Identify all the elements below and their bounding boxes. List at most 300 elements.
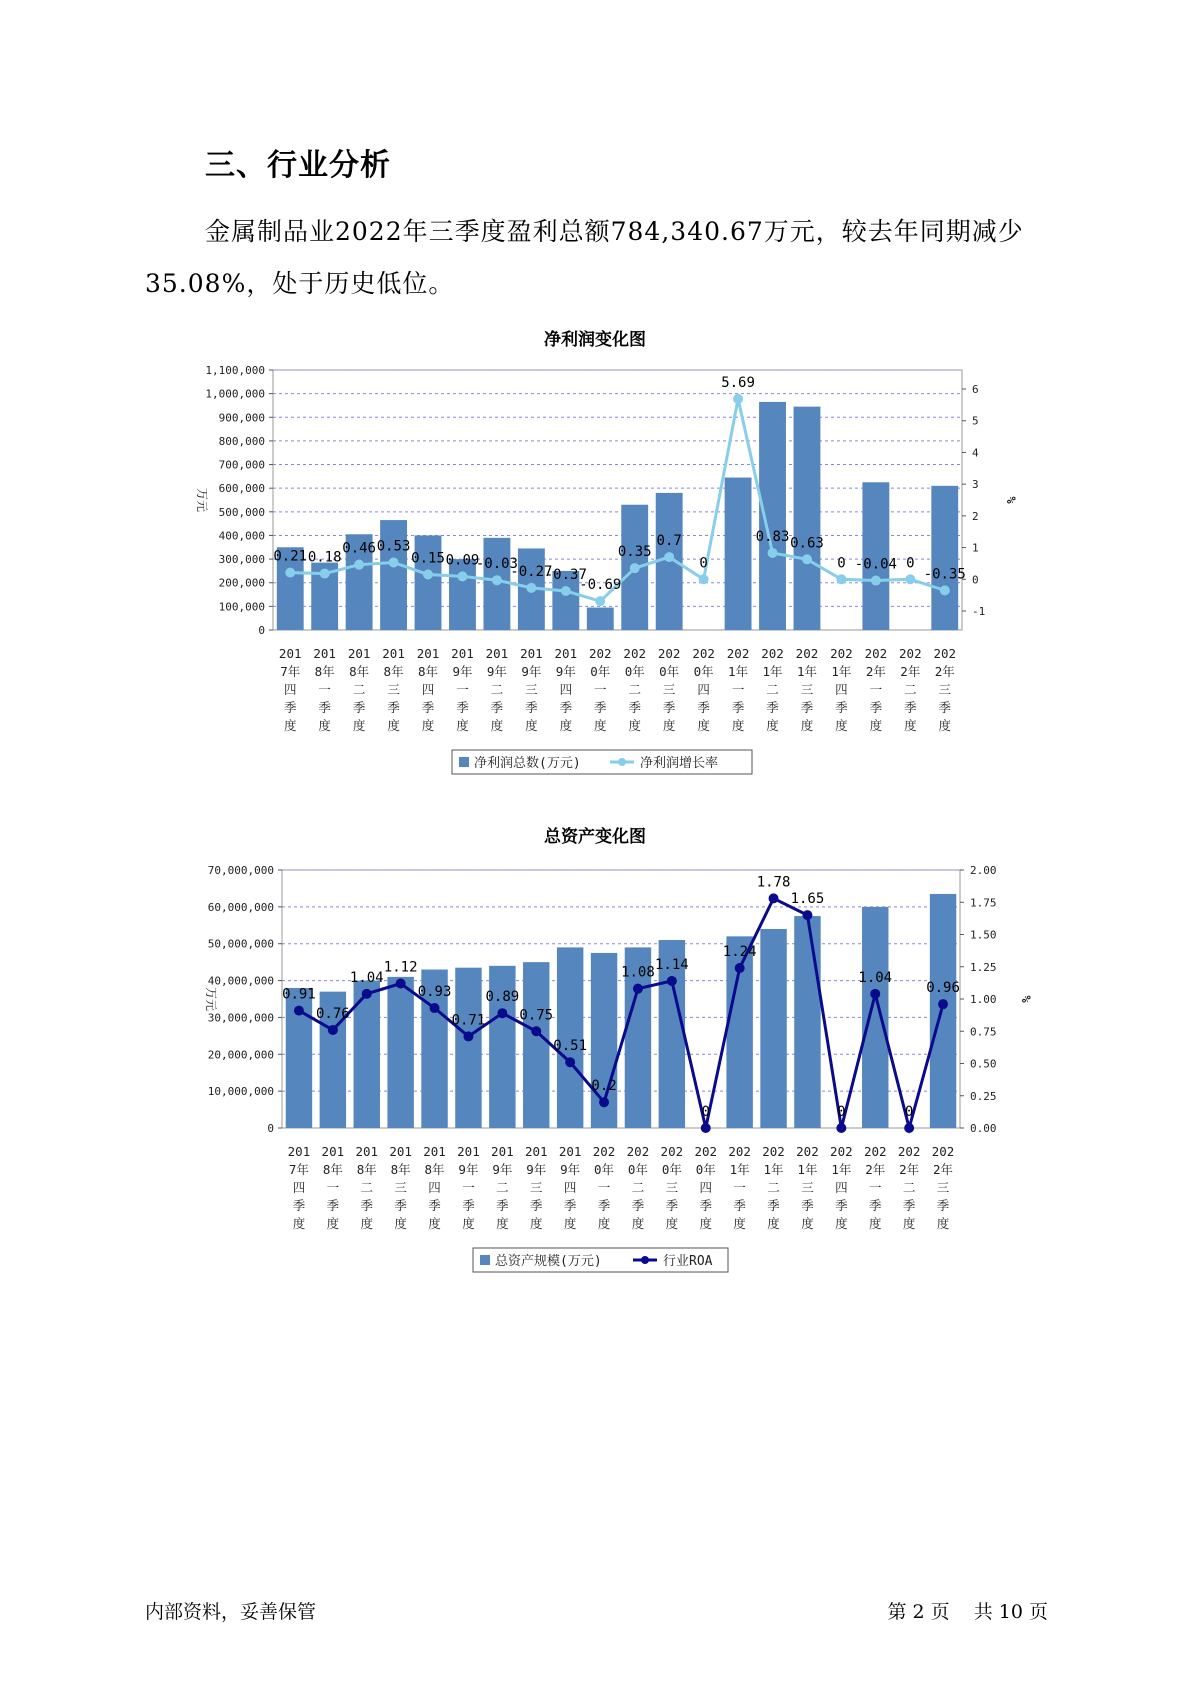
svg-text:201: 201 — [451, 646, 474, 661]
line-point — [735, 963, 745, 973]
y2-tick-label: -1 — [972, 604, 986, 618]
svg-text:一: 一 — [868, 1180, 882, 1195]
svg-text:季: 季 — [731, 700, 745, 715]
y-tick-label: 50,000,000 — [207, 937, 274, 951]
svg-text:季: 季 — [559, 700, 573, 715]
x-tick-label — [525, 1144, 548, 1231]
y-tick-label: 700,000 — [218, 458, 265, 472]
svg-text:度: 度 — [292, 1216, 306, 1231]
svg-text:季: 季 — [697, 700, 710, 715]
svg-text:202: 202 — [830, 1144, 853, 1159]
svg-text:2年: 2年 — [900, 664, 921, 679]
y2-axis-label: % — [1019, 995, 1033, 1003]
data-label: 0 — [906, 555, 915, 572]
line-point — [354, 560, 364, 570]
svg-text:202: 202 — [897, 1144, 921, 1159]
svg-text:8年: 8年 — [390, 1162, 411, 1177]
svg-text:9年: 9年 — [555, 664, 576, 679]
line-point — [768, 548, 778, 558]
legend — [473, 1248, 728, 1272]
line-point — [328, 1025, 338, 1035]
line-point — [938, 999, 948, 1009]
data-label: 0 — [701, 1104, 710, 1120]
y-tick-label: 40,000,000 — [207, 974, 274, 988]
svg-text:度: 度 — [631, 1216, 645, 1231]
svg-text:2年: 2年 — [865, 664, 886, 679]
svg-text:季: 季 — [801, 1198, 814, 1213]
svg-text:度: 度 — [360, 1216, 374, 1231]
svg-text:季: 季 — [597, 1198, 611, 1213]
svg-text:度: 度 — [563, 1216, 577, 1231]
svg-text:201: 201 — [355, 1144, 379, 1159]
y-tick-label: 30,000,000 — [207, 1011, 274, 1025]
line-point — [320, 569, 330, 579]
x-tick-label — [486, 646, 509, 733]
svg-text:202: 202 — [761, 646, 784, 661]
svg-text:9年: 9年 — [492, 1162, 513, 1177]
svg-text:8年: 8年 — [322, 1162, 343, 1177]
total-assets-chart — [0, 850, 1191, 1290]
svg-text:季: 季 — [394, 1198, 407, 1213]
y-axis-label: 万元 — [195, 487, 209, 513]
data-label: 1.78 — [756, 874, 791, 891]
data-label: 0.46 — [342, 540, 376, 557]
bar — [931, 486, 958, 630]
svg-text:1年: 1年 — [796, 664, 817, 679]
svg-text:度: 度 — [456, 718, 469, 733]
y2-tick-label: 0.50 — [970, 1057, 997, 1071]
line-point — [871, 576, 881, 586]
svg-text:一: 一 — [731, 682, 745, 697]
y2-tick-label: 0 — [972, 573, 979, 587]
line-point — [940, 585, 950, 595]
y2-tick-label: 2.00 — [970, 864, 997, 877]
bar — [794, 916, 820, 1128]
legend-label: 总资产规模(万元) — [495, 1254, 602, 1269]
x-tick-label — [865, 646, 888, 733]
x-tick-label — [279, 646, 302, 733]
svg-text:四: 四 — [699, 1180, 713, 1195]
line-point — [389, 557, 399, 567]
svg-text:度: 度 — [559, 718, 573, 733]
data-label: 0.2 — [591, 1078, 617, 1095]
svg-text:度: 度 — [326, 1216, 340, 1231]
x-tick-label — [898, 1144, 921, 1231]
x-tick-label — [658, 646, 681, 733]
svg-text:202: 202 — [864, 646, 888, 661]
svg-text:一: 一 — [318, 682, 331, 697]
y-tick-label: 600,000 — [218, 482, 265, 496]
svg-text:季: 季 — [326, 1198, 340, 1213]
legend-swatch-point — [618, 758, 626, 766]
svg-text:三: 三 — [525, 682, 538, 697]
data-label: 0.89 — [485, 989, 520, 1006]
page-current: 2 — [912, 1601, 925, 1623]
chart2-title: 总资产变化图 — [544, 827, 646, 847]
svg-text:季: 季 — [628, 700, 641, 715]
bar — [387, 977, 413, 1128]
bar — [794, 407, 821, 630]
svg-text:季: 季 — [868, 1198, 882, 1213]
svg-text:度: 度 — [318, 718, 331, 733]
svg-text:季: 季 — [352, 700, 366, 715]
svg-text:0年: 0年 — [594, 1162, 615, 1177]
svg-text:三: 三 — [394, 1180, 407, 1195]
y-tick-label: 900,000 — [218, 411, 265, 425]
svg-text:201: 201 — [524, 1144, 548, 1159]
svg-text:季: 季 — [428, 1198, 441, 1213]
y-tick-label: 500,000 — [218, 505, 265, 519]
y-tick-label: 10,000,000 — [207, 1085, 274, 1099]
svg-text:季: 季 — [421, 700, 435, 715]
y2-tick-label: 3 — [972, 478, 979, 492]
y2-tick-label: 1.50 — [970, 928, 997, 942]
svg-text:202: 202 — [623, 646, 647, 661]
svg-text:201: 201 — [416, 646, 440, 661]
data-label: 0.09 — [445, 552, 480, 569]
line-point — [362, 989, 372, 999]
svg-text:201: 201 — [457, 1144, 480, 1159]
x-tick-label — [627, 1144, 650, 1231]
x-tick-label — [661, 1144, 684, 1231]
svg-text:季: 季 — [938, 700, 952, 715]
svg-text:1年: 1年 — [763, 1162, 784, 1177]
svg-text:1年: 1年 — [728, 664, 749, 679]
svg-text:四: 四 — [421, 682, 435, 697]
data-label: 1.65 — [790, 891, 825, 908]
svg-text:四: 四 — [559, 682, 573, 697]
y-tick-label: 800,000 — [218, 434, 265, 448]
svg-text:季: 季 — [525, 700, 538, 715]
y-tick-label: 0 — [258, 624, 265, 637]
y2-tick-label: 2 — [972, 509, 979, 523]
svg-text:季: 季 — [904, 700, 917, 715]
svg-text:度: 度 — [665, 1216, 679, 1231]
svg-text:度: 度 — [490, 718, 504, 733]
svg-text:二: 二 — [496, 1180, 509, 1195]
svg-text:度: 度 — [902, 1216, 916, 1231]
svg-text:四: 四 — [835, 1180, 848, 1195]
line-point — [492, 575, 502, 585]
svg-text:四: 四 — [283, 682, 297, 697]
svg-text:201: 201 — [558, 1144, 582, 1159]
svg-text:三: 三 — [936, 1180, 950, 1195]
svg-text:8年: 8年 — [314, 664, 335, 679]
svg-text:季: 季 — [496, 1198, 509, 1213]
x-tick-label — [864, 1144, 887, 1231]
y2-tick-label: 1.75 — [970, 896, 997, 910]
svg-text:1年: 1年 — [762, 664, 783, 679]
svg-text:201: 201 — [389, 1144, 412, 1159]
svg-text:季: 季 — [902, 1198, 916, 1213]
x-tick-label — [417, 646, 440, 733]
section-paragraph: 金属制品业2022年三季度盈利总额784,340.67万元，较去年同期减少35.08%，处于历史低位。 — [145, 217, 1024, 298]
svg-text:202: 202 — [931, 1144, 955, 1159]
legend-swatch-point — [641, 1256, 649, 1264]
y2-tick-label: 0.00 — [970, 1122, 997, 1135]
svg-text:7年: 7年 — [280, 664, 301, 679]
data-label: 1.08 — [621, 964, 655, 981]
svg-text:202: 202 — [694, 1144, 718, 1159]
x-tick-label — [457, 1144, 480, 1231]
svg-text:9年: 9年 — [521, 664, 542, 679]
line-point — [396, 979, 406, 989]
svg-text:一: 一 — [456, 682, 469, 697]
svg-text:四: 四 — [428, 1180, 441, 1195]
y2-axis-label: % — [1004, 496, 1018, 504]
svg-text:202: 202 — [692, 646, 715, 661]
svg-text:度: 度 — [428, 1216, 441, 1231]
svg-text:202: 202 — [592, 1144, 616, 1159]
svg-text:201: 201 — [554, 646, 578, 661]
data-label: 0 — [904, 1104, 914, 1120]
line-point — [802, 910, 812, 920]
line-point — [836, 574, 846, 584]
svg-text:季: 季 — [800, 700, 814, 715]
data-label: 0.91 — [282, 986, 316, 1003]
svg-text:201: 201 — [287, 1144, 311, 1159]
svg-text:一: 一 — [594, 682, 607, 697]
svg-text:度: 度 — [394, 1216, 407, 1231]
svg-text:202: 202 — [762, 1144, 785, 1159]
line-point — [904, 1123, 914, 1133]
svg-text:201: 201 — [423, 1144, 446, 1159]
line-point — [733, 394, 743, 404]
svg-text:一: 一 — [462, 1180, 475, 1195]
line-point — [531, 1026, 541, 1036]
x-tick-label — [932, 1144, 955, 1231]
y-axis-label: 万元 — [204, 986, 218, 1012]
y-tick-label: 0 — [267, 1122, 274, 1135]
y2-tick-label: 0.75 — [970, 1025, 997, 1039]
bar — [930, 894, 956, 1128]
data-label: -0.27 — [510, 563, 553, 580]
svg-text:2年: 2年 — [899, 1162, 920, 1177]
data-label: -0.69 — [579, 577, 622, 594]
svg-text:季: 季 — [283, 700, 297, 715]
y2-tick-label: 1.00 — [970, 993, 997, 1006]
svg-text:季: 季 — [292, 1198, 306, 1213]
svg-text:二: 二 — [631, 1180, 645, 1195]
x-tick-label — [348, 646, 371, 733]
line-point — [667, 976, 677, 986]
svg-text:1年: 1年 — [831, 664, 852, 679]
svg-text:9年: 9年 — [526, 1162, 547, 1177]
svg-text:度: 度 — [662, 718, 676, 733]
svg-text:度: 度 — [869, 718, 883, 733]
x-tick-label — [322, 1144, 345, 1231]
svg-text:度: 度 — [766, 718, 779, 733]
x-tick-label — [623, 646, 646, 733]
svg-text:三: 三 — [665, 1180, 679, 1195]
line-point — [802, 554, 812, 564]
svg-text:季: 季 — [662, 700, 676, 715]
data-label: 0.18 — [307, 549, 342, 566]
y2-tick-label: 0.25 — [970, 1089, 997, 1103]
svg-text:二: 二 — [490, 682, 504, 697]
svg-text:季: 季 — [665, 1198, 679, 1213]
data-label: 0.93 — [417, 984, 452, 1001]
svg-text:8年: 8年 — [356, 1162, 377, 1177]
svg-text:202: 202 — [796, 1144, 819, 1159]
svg-text:度: 度 — [628, 718, 641, 733]
svg-text:201: 201 — [313, 646, 336, 661]
svg-text:201: 201 — [485, 646, 509, 661]
svg-text:0年: 0年 — [590, 664, 611, 679]
svg-text:度: 度 — [496, 1216, 509, 1231]
x-tick-label — [589, 646, 612, 733]
y2-tick-label: 5 — [972, 414, 979, 428]
line-point — [423, 570, 433, 580]
svg-text:季: 季 — [490, 700, 504, 715]
svg-text:2年: 2年 — [865, 1162, 886, 1177]
svg-text:度: 度 — [801, 1216, 814, 1231]
svg-text:度: 度 — [731, 718, 745, 733]
net-profit-chart — [0, 350, 1191, 810]
page-unit: 页 — [930, 1601, 950, 1623]
svg-text:三: 三 — [938, 682, 952, 697]
y-tick-label: 20,000,000 — [207, 1048, 274, 1062]
line-point — [699, 574, 709, 584]
svg-text:一: 一 — [326, 1180, 340, 1195]
x-tick-label — [899, 646, 922, 733]
x-tick-label — [761, 646, 784, 733]
svg-text:季: 季 — [835, 1198, 848, 1213]
svg-text:2年: 2年 — [933, 1162, 954, 1177]
x-tick-label — [423, 1144, 446, 1231]
svg-text:季: 季 — [594, 700, 607, 715]
svg-text:202: 202 — [588, 646, 612, 661]
svg-text:四: 四 — [563, 1180, 577, 1195]
svg-text:201: 201 — [520, 646, 543, 661]
svg-text:7年: 7年 — [288, 1162, 309, 1177]
legend-label: 净利润增长率 — [640, 756, 719, 771]
bar — [587, 608, 614, 630]
svg-text:202: 202 — [660, 1144, 684, 1159]
svg-text:季: 季 — [387, 700, 400, 715]
x-tick-label — [355, 1144, 378, 1231]
line-point — [526, 583, 536, 593]
svg-text:1年: 1年 — [831, 1162, 852, 1177]
svg-text:二: 二 — [628, 682, 641, 697]
svg-text:0年: 0年 — [627, 1162, 648, 1177]
svg-text:三: 三 — [662, 682, 676, 697]
svg-text:0年: 0年 — [695, 1162, 716, 1177]
x-tick-label — [593, 1144, 616, 1231]
bar — [449, 559, 476, 630]
svg-text:9年: 9年 — [452, 664, 473, 679]
svg-text:0年: 0年 — [659, 664, 680, 679]
data-label: -0.35 — [923, 566, 966, 583]
data-label: 0.35 — [617, 544, 652, 561]
total-unit: 页 — [1028, 1601, 1048, 1623]
svg-text:202: 202 — [863, 1144, 887, 1159]
line-point — [599, 1097, 609, 1107]
svg-text:季: 季 — [631, 1198, 645, 1213]
footer-page-number — [885, 1597, 1051, 1624]
y2-tick-label: 1 — [972, 541, 979, 555]
data-label: 0.71 — [451, 1012, 486, 1029]
svg-text:8年: 8年 — [424, 1162, 445, 1177]
data-label: 5.69 — [721, 374, 755, 391]
svg-text:度: 度 — [352, 718, 366, 733]
svg-text:季: 季 — [318, 700, 331, 715]
x-tick-label — [451, 646, 474, 733]
line-point — [870, 989, 880, 999]
line-point — [769, 893, 779, 903]
svg-text:二: 二 — [902, 1180, 916, 1195]
line-point — [836, 1123, 846, 1133]
x-tick-label — [389, 1144, 412, 1231]
data-label: 1.12 — [383, 959, 418, 976]
x-tick-label — [313, 646, 336, 733]
x-tick-label — [727, 646, 750, 733]
line-point — [630, 563, 640, 573]
data-label: 1.04 — [858, 969, 893, 986]
line-point — [701, 1123, 711, 1133]
svg-text:三: 三 — [800, 682, 814, 697]
svg-text:度: 度 — [697, 718, 710, 733]
svg-text:三: 三 — [801, 1180, 814, 1195]
svg-text:一: 一 — [869, 682, 883, 697]
svg-text:0年: 0年 — [624, 664, 645, 679]
svg-text:1年: 1年 — [729, 1162, 750, 1177]
svg-text:0年: 0年 — [693, 664, 714, 679]
x-tick-label — [382, 646, 405, 733]
svg-text:二: 二 — [352, 682, 366, 697]
data-label: 0.15 — [411, 550, 445, 567]
svg-text:9年: 9年 — [560, 1162, 581, 1177]
svg-text:季: 季 — [766, 700, 779, 715]
svg-text:2年: 2年 — [934, 664, 955, 679]
y-tick-label: 70,000,000 — [207, 864, 274, 877]
svg-text:一: 一 — [733, 1180, 746, 1195]
legend-swatch-bar — [480, 1255, 490, 1265]
x-tick-label — [762, 1144, 785, 1231]
svg-text:季: 季 — [767, 1198, 780, 1213]
svg-text:度: 度 — [733, 1216, 746, 1231]
svg-text:二: 二 — [766, 682, 779, 697]
line-point — [595, 596, 605, 606]
svg-text:二: 二 — [904, 682, 917, 697]
legend — [452, 750, 752, 774]
svg-text:季: 季 — [733, 1198, 746, 1213]
svg-text:季: 季 — [936, 1198, 950, 1213]
svg-text:季: 季 — [462, 1198, 475, 1213]
svg-text:四: 四 — [697, 682, 710, 697]
x-tick-label — [520, 646, 543, 733]
x-tick-label — [796, 1144, 819, 1231]
svg-text:度: 度 — [283, 718, 297, 733]
line-point — [565, 1057, 575, 1067]
svg-text:度: 度 — [800, 718, 814, 733]
y2-tick-label: 6 — [972, 383, 979, 397]
svg-text:202: 202 — [657, 646, 681, 661]
svg-text:8年: 8年 — [383, 664, 404, 679]
svg-text:度: 度 — [387, 718, 400, 733]
svg-text:度: 度 — [868, 1216, 882, 1231]
bar — [455, 968, 481, 1128]
data-label: 0.96 — [926, 980, 960, 997]
data-label: 0.63 — [790, 535, 824, 552]
x-tick-label — [692, 646, 715, 733]
bar — [523, 962, 549, 1128]
svg-text:0年: 0年 — [661, 1162, 682, 1177]
svg-text:201: 201 — [382, 646, 405, 661]
svg-text:1年: 1年 — [797, 1162, 818, 1177]
svg-text:二: 二 — [767, 1180, 780, 1195]
svg-text:202: 202 — [726, 646, 750, 661]
